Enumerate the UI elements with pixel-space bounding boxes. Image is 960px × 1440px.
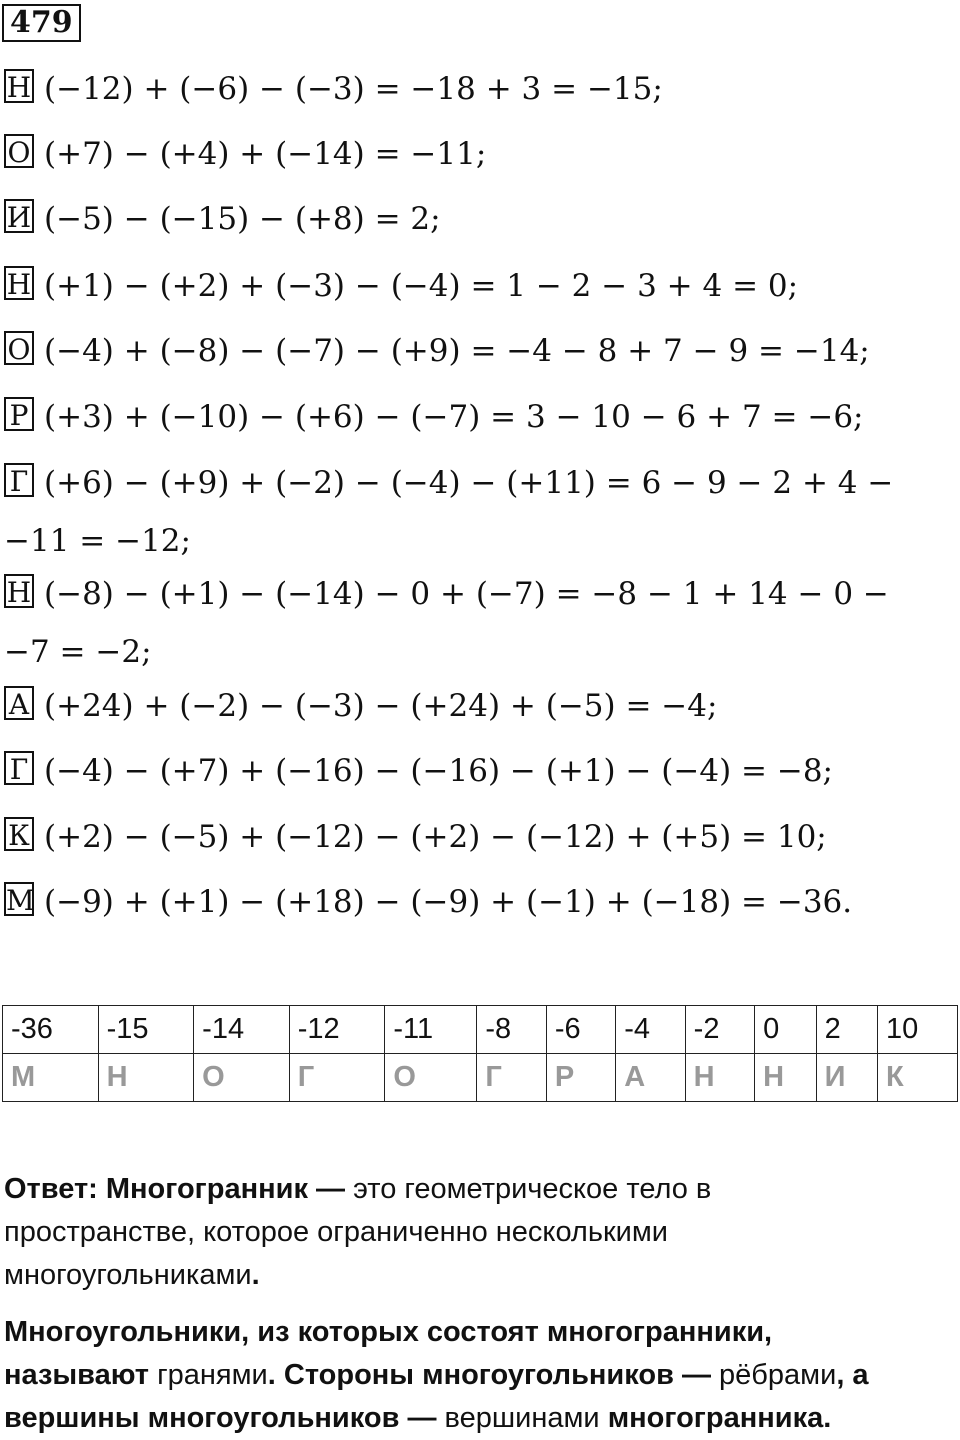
letter-box: Н xyxy=(4,69,34,103)
faces-vertices: вершины многоугольников — xyxy=(4,1402,437,1434)
equation xyxy=(4,257,798,315)
table-cell-letter: Н xyxy=(755,1054,817,1102)
table-cell-letter: М xyxy=(3,1054,99,1102)
table-cell-number: -6 xyxy=(546,1006,615,1054)
table-cell-letter: Н xyxy=(685,1054,754,1102)
equation xyxy=(4,742,833,800)
table-cell-letter: Г xyxy=(289,1054,385,1102)
answer-text-2: пространстве, которое ограниченно несколькими xyxy=(4,1216,668,1248)
task-number: 479 xyxy=(2,4,81,42)
equation-continuation: −11 = −12; xyxy=(4,523,191,559)
letter-box: Г xyxy=(4,751,34,785)
equation xyxy=(4,190,441,248)
faces-edges-word: рёбрами xyxy=(719,1359,837,1391)
table-cell-letter: А xyxy=(616,1054,685,1102)
equation xyxy=(4,565,889,681)
table-cell-letter: Р xyxy=(546,1054,615,1102)
table-cell-number: 0 xyxy=(755,1006,817,1054)
equation-text: (−4) + (−8) − (−7) − (+9) = −4 − 8 + 7 − 9 = −14; xyxy=(44,333,870,369)
table-cell-letter: И xyxy=(816,1054,877,1102)
table-cell-letter: Н xyxy=(98,1054,194,1102)
equation xyxy=(4,322,870,380)
table-cell-number: 2 xyxy=(816,1006,877,1054)
equation xyxy=(4,454,893,570)
table-cell-number: -15 xyxy=(98,1006,194,1054)
table-cell-letter: О xyxy=(194,1054,290,1102)
letter-box: О xyxy=(4,331,34,365)
faces-paragraph xyxy=(4,1311,954,1440)
table-row-letters xyxy=(3,1054,958,1102)
faces-called: называют xyxy=(4,1359,149,1391)
equation-text: (+24) + (−2) − (−3) − (+24) + (−5) = −4; xyxy=(44,688,718,724)
faces-line-1: Многоугольники, из которых состоят многогранники, xyxy=(4,1316,773,1348)
equation xyxy=(4,60,663,118)
letter-box: А xyxy=(4,686,34,720)
equation-text: (−9) + (+1) − (+18) − (−9) + (−1) + (−18) = −36. xyxy=(44,884,853,920)
table-cell-letter: Г xyxy=(477,1054,546,1102)
table-cell-number: -14 xyxy=(194,1006,290,1054)
letter-box: И xyxy=(4,199,34,233)
equation-text: (+7) − (+4) + (−14) = −11; xyxy=(44,136,487,172)
answer-text-3: многоугольниками xyxy=(4,1259,252,1291)
faces-word: гранями xyxy=(157,1359,268,1391)
table-cell-letter: К xyxy=(878,1054,958,1102)
table-cell-number: -11 xyxy=(385,1006,477,1054)
table-cell-number: -36 xyxy=(3,1006,99,1054)
equation xyxy=(4,125,486,183)
answer-text-1: это геометрическое тело в xyxy=(353,1173,712,1205)
equation-text: (+1) − (+2) + (−3) − (−4) = 1 − 2 − 3 + 4 = 0; xyxy=(44,268,799,304)
letter-box: Г xyxy=(4,463,34,497)
equation-text: (−8) − (+1) − (−14) − 0 + (−7) = −8 − 1 + 14 − 0 − xyxy=(44,576,889,612)
faces-and: , а xyxy=(836,1359,869,1391)
equation-text: (−4) − (+7) + (−16) − (−16) − (+1) − (−4) = −8; xyxy=(44,753,834,789)
table-cell-letter: О xyxy=(385,1054,477,1102)
equation-text: (+6) − (+9) + (−2) − (−4) − (+11) = 6 − 9 − 2 + 4 − xyxy=(44,465,894,501)
letter-box: К xyxy=(4,817,34,851)
answer-term: Многогранник — xyxy=(105,1173,346,1205)
faces-vertices-word: вершинами xyxy=(444,1402,600,1434)
table-cell-number: -8 xyxy=(477,1006,546,1054)
table-row-numbers xyxy=(3,1006,958,1054)
answer-paragraph xyxy=(4,1168,954,1297)
equation-text: (+2) − (−5) + (−12) − (+2) − (−12) + (+5) = 10; xyxy=(44,819,827,855)
letter-box: Н xyxy=(4,574,34,608)
equation-text: (−5) − (−15) − (+8) = 2; xyxy=(44,201,441,237)
answer-table xyxy=(2,1005,958,1102)
equation xyxy=(4,808,827,866)
equation-text: (−12) + (−6) − (−3) = −18 + 3 = −15; xyxy=(44,71,663,107)
letter-box: М xyxy=(6,884,35,917)
table-cell-number: -2 xyxy=(685,1006,754,1054)
letter-box: Н xyxy=(4,266,34,300)
equation-text: (+3) + (−10) − (+6) − (−7) = 3 − 10 − 6 + 7 = −6; xyxy=(44,399,864,435)
letter-box: Р xyxy=(4,397,34,431)
answer-label: Ответ: xyxy=(4,1173,98,1205)
equation xyxy=(4,873,852,931)
answer-period: . xyxy=(251,1259,260,1291)
table-cell-number: -12 xyxy=(289,1006,385,1054)
table-cell-number: 10 xyxy=(878,1006,958,1054)
table-cell-number: -4 xyxy=(616,1006,685,1054)
equation xyxy=(4,677,717,735)
faces-polyhedron: многогранника. xyxy=(607,1402,832,1434)
equation xyxy=(4,388,864,446)
letter-box: О xyxy=(4,134,34,168)
equation-continuation: −7 = −2; xyxy=(4,634,152,670)
faces-sides: . Стороны многоугольников — xyxy=(267,1359,711,1391)
